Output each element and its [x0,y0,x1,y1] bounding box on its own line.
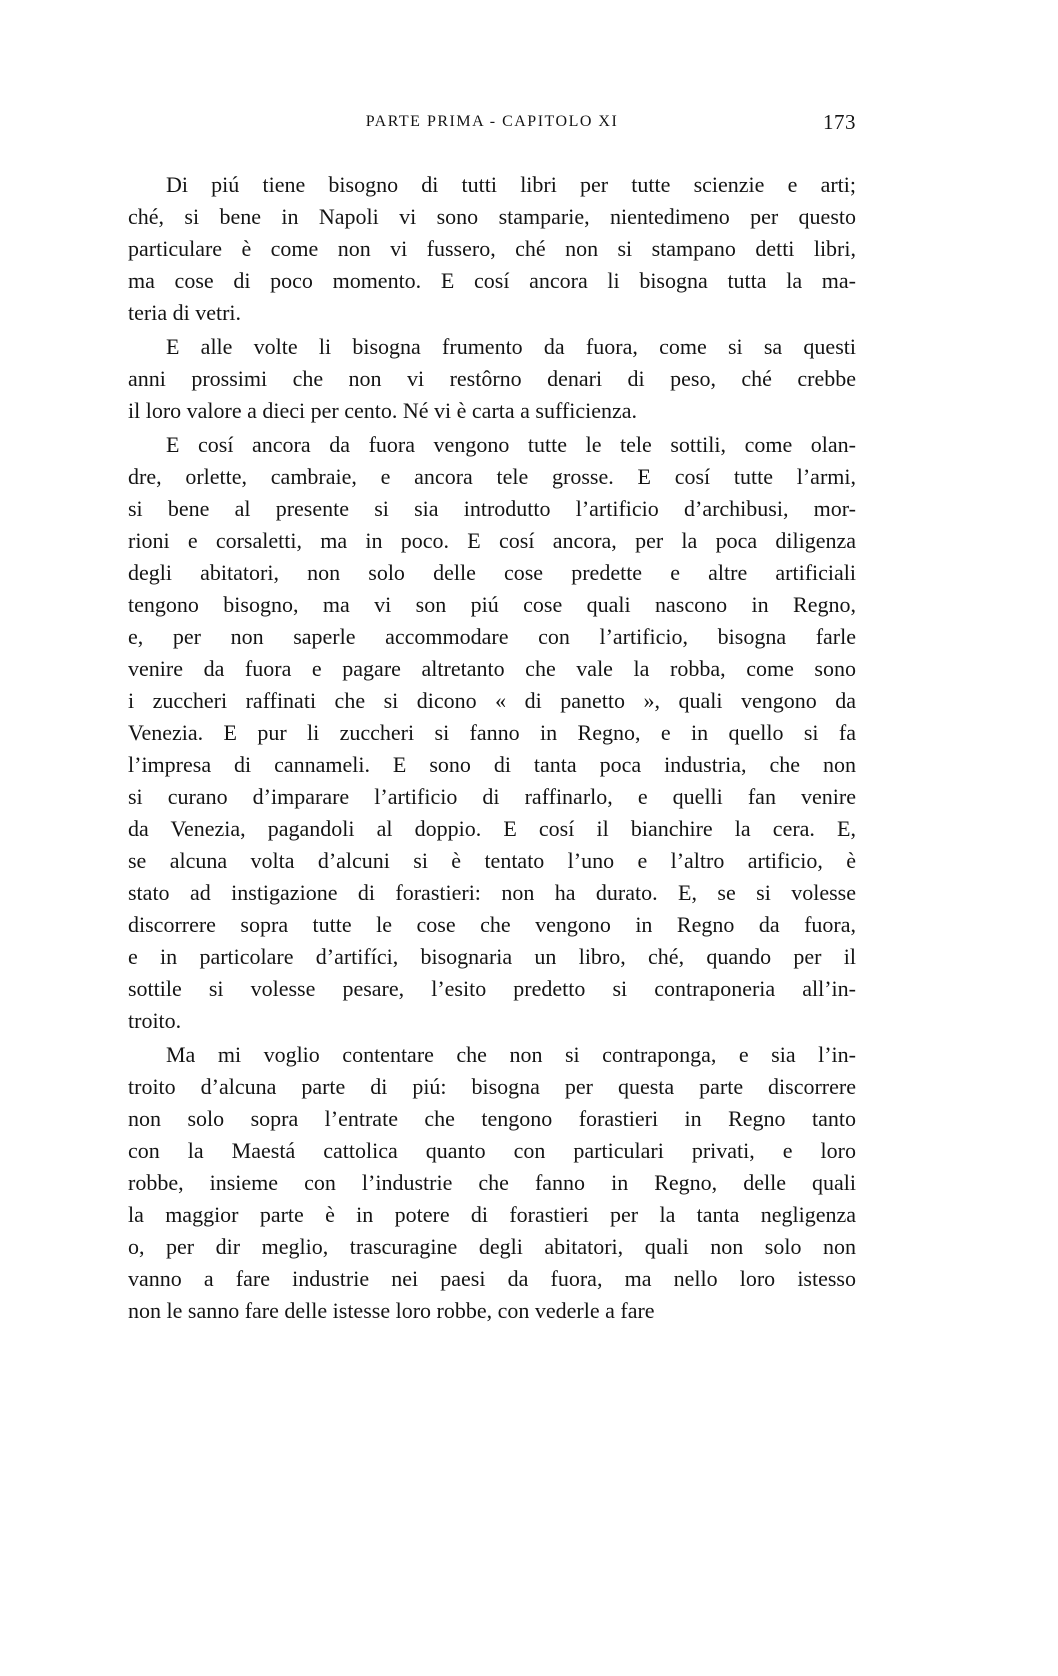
text-line: se alcuna volta d’alcuni si è tentato l’uno e l’altro artificio, è [128,848,856,873]
text-line: con la Maestá cattolica quanto con particulari privati, e loro [128,1138,856,1163]
text-line: non solo sopra l’entrate che tengono forastieri in Regno tanto [128,1106,856,1131]
text-line: particulare è come non vi fussero, ché non si stampano detti libri, [128,236,856,261]
text-line: non le sanno fare delle istesse loro robbe, con vederle a fare [128,1298,655,1323]
text-line: ma cose di poco momento. E cosí ancora li bisogna tutta la ma- [128,268,856,293]
text-line: troito d’alcuna parte di piú: bisogna per questa parte discorrere [128,1074,856,1099]
text-line: discorrere sopra tutte le cose che vengono in Regno da fuora, [128,912,856,937]
paragraph [128,331,856,427]
text-line: rioni e corsaletti, ma in poco. E cosí ancora, per la poca diligenza [128,528,856,553]
text-line: Di piú tiene bisogno di tutti libri per tutte scienzie e arti; [166,172,856,197]
paragraph [128,169,856,329]
page-body [128,169,856,1327]
text-line: la maggior parte è in potere di forastieri per la tanta negligenza [128,1202,856,1227]
text-line: Venezia. E pur li zuccheri si fanno in Regno, e in quello si fa [128,720,856,745]
text-line: vanno a fare industrie nei paesi da fuora, ma nello loro istesso [128,1266,856,1291]
text-line: venire da fuora e pagare altretanto che vale la robba, come sono [128,656,856,681]
paragraph [128,429,856,1037]
text-line: tengono bisogno, ma vi son piú cose quali nascono in Regno, [128,592,856,617]
text-line: E cosí ancora da fuora vengono tutte le tele sottili, come olan- [166,432,856,457]
text-line: degli abitatori, non solo delle cose predette e altre artificiali [128,560,856,585]
text-line: teria di vetri. [128,300,242,325]
page-number: 173 [823,110,856,134]
running-title: PARTE PRIMA - CAPITOLO XI [365,113,619,130]
text-line: e in particolare d’artifíci, bisognaria un libro, ché, quando per il [128,944,856,969]
text-line: e, per non saperle accommodare con l’artificio, bisogna farle [128,624,856,649]
text-line: i zuccheri raffinati che si dicono « di panetto », quali vengono da [128,688,856,713]
text-line: dre, orlette, cambraie, e ancora tele grosse. E cosí tutte l’armi, [128,464,856,489]
text-line: si curano d’imparare l’artificio di raffinarlo, e quelli fan venire [128,784,856,809]
text-line: robbe, insieme con l’industrie che fanno in Regno, delle quali [128,1170,856,1195]
text-line: troito. [128,1008,182,1033]
text-line: il loro valore a dieci per cento. Né vi è carta a sufficienza. [128,398,638,423]
text-line: o, per dir meglio, trascuragine degli abitatori, quali non solo non [128,1234,856,1259]
text-line: da Venezia, pagandoli al doppio. E cosí il bianchire la cera. E, [128,816,856,841]
text-line: stato ad instigazione di forastieri: non ha durato. E, se si volesse [128,880,856,905]
text-line: anni prossimi che non vi restôrno denari di peso, ché crebbe [128,366,856,391]
text-line: E alle volte li bisogna frumento da fuora, come si sa questi [166,334,856,359]
text-line: l’impresa di cannameli. E sono di tanta poca industria, che non [128,752,856,777]
text-line: si bene al presente si sia introdutto l’artificio d’archibusi, mor- [128,496,856,521]
text-line: Ma mi voglio contentare che non si contraponga, e sia l’in- [166,1042,856,1067]
running-head [128,106,856,138]
text-line: sottile si volesse pesare, l’esito predetto si contraponeria all’in- [128,976,856,1001]
text-line: ché, si bene in Napoli vi sono stamparie, nientedimeno per questo [128,204,856,229]
paragraph [128,1039,856,1327]
